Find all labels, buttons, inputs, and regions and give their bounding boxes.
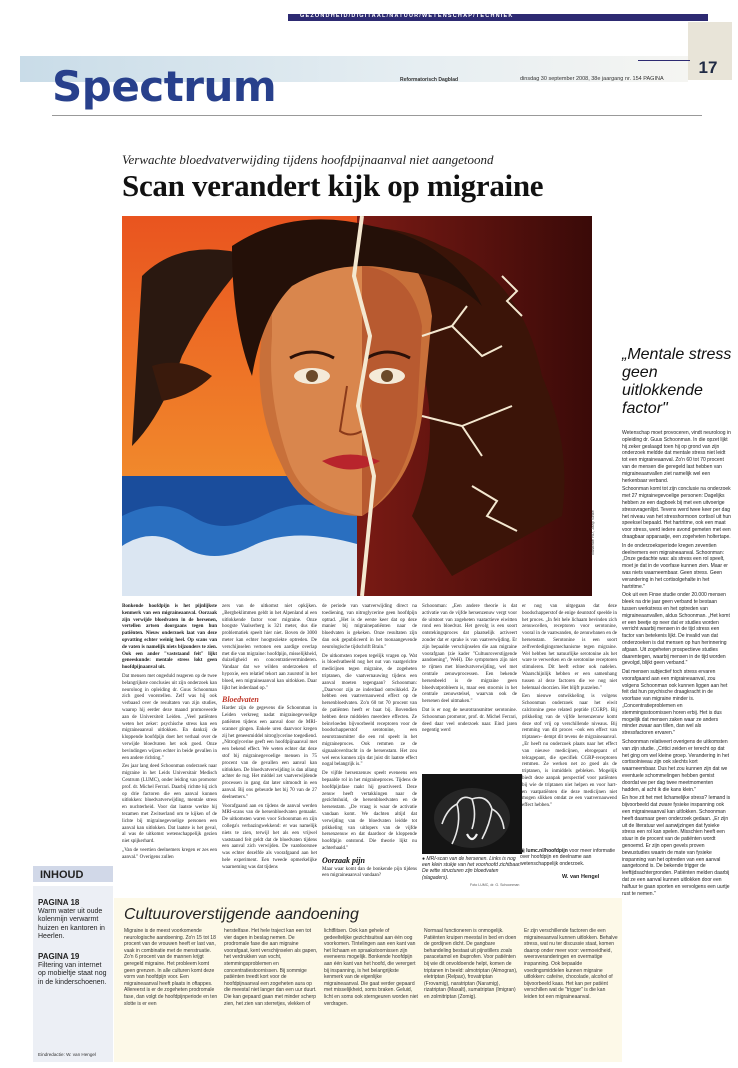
body-paragraph: Maar waar komt dan de bonkende pijn tijdens een migraineaanval vandaan?: [322, 866, 417, 879]
article-column-4: [422, 604, 517, 737]
body-paragraph: zers van de uitkomst niet opkijken. „Bergbeklimmen geldt in het Alpenland al een uitlokkende factor voor migraine. Onze hoogste Vaalserberg is 321 meter, dus die problematiek speelt hier niet. Boven de 3000 meter kan echter hoogteziekte optreden. De verschijnselen vertonen een aardige overlap met die van migraine: hoofdpijn, misselijkheid, duizeligheid en concentratieverminderen. Vandaar dat we wilden onderzoeken of hypoxie, een relatief tekort aan zuurstof in het bloed, een migraineaanval kan uitlokken. Daar lijkt het inderdaad op.": [222, 604, 317, 691]
body-paragraph: Dat mensen met ongeduld reageren op de twee belangrijkste conclusies uit zijn onderzoek kan neuroloog in opleiding dr. Guus Schoonman zich goed voorstellen. Zelf was hij ook verbaasd over de resultaten van zijn studies, waarop hij eerder deze maand promoveerde aan de Universiteit Leiden. „Veel patiënten weten het zeker: psychische stress kan een migraineaanval uitlokken. En dankzij de kloppende hoofdpijn doet het verhaal over de verwijde bloedvaten het ook goed. Onze bevindingen wijzen echter in beide gevallen in een andere richting.": [122, 673, 217, 761]
inhoud-editor: Eindredactie: W. van Hengel: [38, 1052, 96, 1057]
side-paragraph: In de onderzoeksperiode kregen zeventien deelnemers een migraineaanval. Schoonman: „Onze gedachte was: als stress een rol speelt, moet je dat in de voorfase kunnen zien. Maar er was niets waarneembaar. Geen stress. Geen verandering in het cortisolgehalte in het hartritme.": [622, 542, 728, 590]
side-paragraph: Schoonman relativeert overigens de uitkomsten van zijn studie. „Critici zeiden er terecht op dat het ging om wel kleine groep. Verandering in het cortisolniveau zijn ook slechts kort waarneembaar. Dus het zou kunnen zijn dat we eventuele schommelingen hebben gemist doordat we per dag twee meetmomenten hadden, al acht ik die kans klein.": [622, 739, 730, 793]
body-paragraph: „Van de veertien deelnemers kregen er zes een aanval." Overigens zullen: [122, 847, 217, 860]
side-paragraph: En hoe zit het met lichamelijke stress? Iemand is bijvoorbeeld dat zware fysieke inspanning ook een migraineaanval kan uitlokken. Schoonman heeft daarnaar geen onderzoek gedaan. „Er zijn uit de literatuur wel aanwijzingen dat fysieke stress een rol kan spelen. Misschien heeft een stuur in de procent van de patiënten wordt genoemd. Er zijn open gevels proven bewustudies waarin de mate van fysieke inspanning van het optreden van een aanval aangetoond is. De bekende trigger de leeftijdsachtergronden. Patiënten melden daarbij dat ze een aanval kunnen uitlokken door een halfuur te gaan sporten en vervolgens een uurtje rust te nemen.": [622, 795, 731, 897]
info-box-column: Migraine is de meest voorkomende neurologische aandoening. Zo'n 15 tot 18 procent van de vrouwen heeft er last van, vaak in combinatie met de menstruatie. Zo'n 6 procent van de mannen krijgt geregeld migraine. Het probleem komt geen grenzen. In alle culturen komt deze vorm van hoofdpijn voor. Een migraineaanval heeft plaats in oftappes. Allereerst is er de zogeheten prodromale fase, dan volgt de hoofdpijnperiode en ten slotte is er een: [124, 928, 218, 1007]
article-column-3: [322, 604, 417, 882]
info-box-column: Er zijn verschillende factoren die een migraineaanval kunnen uitlokken. Behalve stress, wat nu ter discussie staat, komen daarop onder meer voor: vermoeidheid, weersveranderingen en overmatige inspanning. Ook bepaalde voedingsmiddelen kunnen migraine uitlokken: cafeïne, chocolade, alcohol of bijvoorbeeld kaas. Het kan per patiënt verschillen wat de "trigger" is die kan leiden tot een migraineaanval.: [524, 928, 618, 1000]
body-paragraph: De vijfde hersenzenuw speelt eveneens een bepaalde rol in het migraineproces. Tijdens de hoofdpijnfase raakt hij geactiveerd. Deze zenuw heeft vertakkingen naar de gezichtshuid, de hersenbloedvaten en de hersenstam. „De vraag is waar de activatie vandaan komt. We dachten altijd dat verwijding van de bloedvaten leidde tot prikkeling van uitlopers van de vijfde hersenzenuw en dat daardoor de kloppende hoofdpijn ontstond. Die theorie lijkt nu achterhaald.": [322, 771, 417, 851]
link-description: voor meer informatie over hoofdpijn en deelname aan wetenschappelijk onderzoek.: [520, 848, 616, 867]
scan-caption-text: MRI-scan van de hersenen. Links is nog een klein stukje van het voorhoofd zichtbaar. De witte structuren zijn bloedvaten (slagaders).: [422, 856, 521, 881]
body-paragraph: Voorafgaand aan en tijdens de aanval werden MRI-scans van de hersenbloedvaten gemaakt. De uitkomsten waren voor Schoonman en zijn collega's verbazingwekkend: er was namelijk niets te zien, terwijl het als een vrijwel vaststaand feit geldt dat de bloedvaten tijdens een aanval zich verwijden. De vaatdoorsnee was echter dezelfde als voorafgaand aan het hele experiment. Een tweede opmerkelijke waarneming was dat tijdens: [222, 803, 317, 870]
article-kicker: Verwachte bloedvatverwijding tijdens hoofdpijnaanval niet aangetoond: [122, 152, 494, 167]
article-column-2: [222, 604, 317, 873]
inhoud-description: Filtering van internet op mobieltje staat nog in de kinderschoenen.: [38, 962, 107, 986]
article-lead: Bonkende hoofdpijn is het pijnlijkste kenmerk van een migraineaanval. Oorzaak zijn verwijde bloedvaten in de hersenen, vertellen artsen doorgaans tegen hun patiënten. Nieuw onderzoek laat van deze opvatting echter weinig heel. Op scans van de vaten is namelijk niets bijzonders te zien. Ook een ander "vaststaand feit" lijkt geneeskunde: mentale stress lokt geen hoofdpijnaanval uit.: [122, 604, 217, 671]
pull-quote: „Mentale stress geen uitlokkende factor": [622, 346, 732, 417]
more-info-link[interactable]: ▣ lumc.nl/hoofdpijn voor meer informatie over hoofdpijn en deelname aan wetenschappelijk onderzoek.: [520, 848, 616, 867]
masthead-rule: [52, 115, 702, 116]
side-paragraph: Dat mensen subjectief toch stress ervaren voorafgaand aan een migraineaanval, zou volgens Schoonman ook kunnen liggen aan het feit dat hun psychische draagkracht in de voorfase van migraine minder is. „Concentratieproblemen en stemmingsstoornissen horen erbij. Het is dus mogelijk dat mensen zaken waar ze anders minder zwaar aan tillen, dan wel als stressfactoren ervaren.": [622, 669, 728, 737]
article-column-5: [522, 604, 617, 812]
article-author: W. van Hengel: [562, 874, 600, 880]
body-paragraph: Harder zijn de gegevens die Schoonman in Leiden verkreeg nadat migrainegevoelige patiënten tijdens een aanval door de MRI-scanner gingen. Enkele uren daarvoor kregen zij het geneesmiddel nitroglycerine toegediend. „Nitroglycerine geeft een hoofdpijnaanval met een bekend effect. We weten echter dat deze stof bij migrainegevoelige mensen in 75 procent van de gevallen een aanval kan uitlokken. De bloedvatverwijding is dan allang achter de rug. Het middel zet vaatverwijdende processen in gang dat later uitmondt in een aanval. Bij ons gebeurde het bij 70 van de 27 deelnemers.": [222, 706, 317, 800]
inhoud-title: INHOUD: [40, 869, 84, 881]
paper-name: Reformatorisch Dagblad: [400, 77, 459, 83]
subhead-bloedvaten: Bloedvaten: [222, 695, 259, 705]
body-paragraph: Zes jaar lang deed Schoonman onderzoek naar migraine in het Leids Universitair Medisch Centrum (LUMC), onder leiding van promotor prof. dr. Michel Ferrari. Daarbij richtte hij zich op drie factoren die een aanval kunnen uitlokken: bloedvatverwijding, mentale stress en nuchterheid. Voor dat laatste werkte hij tezamen met Zwitserland om te kijken of de lichte bij migrainegevoelige personen een aanval kan uitlokken. Dat laatste is het geval, al was de uitkomst wetenschappelijk gezien niet spijkerhard.: [122, 764, 217, 845]
info-box-column: herstelfase. Het hele traject kan een tot vier dagen in beslag nemen. De prodromale fase die aan migraine voorafgaat, kent verschijnselen als gapen, het verdrukken van vocht, stemmingsproblemen en concentratiestoornissen. Bij sommige patiënten treedt kort voor de hoofdpijnaanval een zogeheten aura op die meestal niet langer dan een uur duurt. Die kan gepaard gaan met minder scherp zien, het zien van sterretjes, vlekken of: [224, 928, 318, 1007]
inhoud-page-ref[interactable]: PAGINA 18: [38, 898, 80, 907]
side-paragraph: Wetenschap moet provoceren, vindt neuroloog in opleiding dr. Guus Schoonman. In die opzet lijkt hij zeker geslaagd toen hij op grond van zijn onderzoek meldde dat mentale stress niet leidt tot een migraineaanval. Zo'n 60 tot 70 procent van de mensen die geregeld last hebben van migraineaanvallen ziet namelijk wel een herkenbaar verband.: [622, 430, 731, 484]
side-column: [622, 430, 732, 899]
body-paragraph: de periode van vaatverwijding direct na toediening, van nitroglycerine geen hoofdpijn optrad. „Het is de eerste keer dat op deze manier bij migrainepatiënten naar de bloedvaten is gekeken. Onze resultaten zijn dan ook gepubliceerd in het toonaangevende neurologische tijdschrift Brain.": [322, 604, 417, 650]
spectrum-logo: Spectrum: [52, 62, 277, 111]
side-paragraph: Ook uit een Finse studie onder 20.000 mensen bleek na drie jaar geen verband te bestaan tussen werkstress en het optreden van migraineaanvallen, aldus Schoonman. „Het komt er een beetje op neer dat er studies worden verricht waarbij mensen in de tijd stress een factor van betekenis lijkt. De invalid van dat onderzoeken is dat mensen op hun herinnering afgaan. Uit zogeheten prospectieve studies daarentegen, waarbij mensen in de tijd worden gevolgd, blijkt geen verband.": [622, 592, 730, 667]
issue-line: dinsdag 30 september 2008, 38e jaargang nr. 154 PAGINA: [520, 76, 664, 82]
info-box-column: lichtflitsen. Ook kan gehele of gedeeltelijke gezichtsuitval aan één oog voorkomen. Tintelingen aan een kant van het lichaam en spraakstoornissen zijn eveneens mogelijk. Bonkende hoofdpijn aan één kant van het hoofd, die verergert bij inspanning, is het belangrijkste kenmerk van de eigenlijke migraineaanval. Die gaat verder gepaard met misselijkheid, soms braken. Geluid, licht en soms ook sterngeuren worden niet verdragen.: [324, 928, 418, 1007]
migraine-illustration: [122, 216, 592, 596]
scan-caption: ● MRI-scan van de hersenen. Links is nog een klein stukje van het voorhoofd zichtbaar. De witte structuren zijn bloedvaten (slagaders).: [422, 856, 521, 881]
subhead-oorzaak: Oorzaak pijn: [322, 855, 365, 865]
body-paragraph: Dat is er nog de neurotransmitter serotonine. Schoonman promotor, prof. dr. Michel Ferrari, deed daar veel onderzoek naar. Eind jaren negentig werd: [422, 707, 517, 734]
mri-scan-image: [422, 774, 522, 854]
body-paragraph: Schoonman: „Een andere theorie is dat activatie van de vijfde hersenzenuw vergt voor de uitstoot van zogeheten vaatactieve eiwitten rond een bloedvat. Het gevolg is een soort ontstekingsproces dat plaatselijk activeert zonder dat er sprake is van vaatverwijding. Er zijn bepaalde verschijnselen die aan migraine voorafgaan (zie kader "Cultuuroverstijgende aandoening", WeH). Die symptomen zijn niet te rijmen met bloedvatverwijding, wel met centrale zenuwprocessen. Een bekende hersenbeeld is de migraine geen bloedvatprobleem is, maar een stoornis in het centrale zenuwstelsel, waarvan ook de hersenen deel uitmaken.": [422, 604, 517, 705]
link-url[interactable]: lumc.nl/hoofdpijn: [526, 848, 568, 854]
body-paragraph: er nog van uitgegaan dat deze boodschapperstof de enige deuntstof speelde in het proces. „In feit hele lichaam bevinden zich zenuwcellen, receptoren voor serotonine, vooral in de vaatwanden, de zenuwbanen en de hersenstam. Serotonine is een soort zelfverdedigingsmechanisme tegen migraine. Wel hebben het natuurlijke serotonine als het ware te verwerken en de serotonine receptoren stimuleren. Dit heeft echter ook nadelen. Waarschijnlijk hebben er een samenhang tussen al deze factoren die we nog niet helemaal doorzien. Het blijft puzzelen.": [522, 604, 617, 691]
inhoud-page-ref[interactable]: PAGINA 19: [38, 952, 80, 961]
section-strip: GEZONDHEID/DIGITAAL/NATUUR/WETENSCHAP/TECHNIEK: [300, 13, 514, 19]
info-box-title: Cultuuroverstijgende aandoening: [124, 906, 359, 923]
body-paragraph: De uitkomsten roepen tegelijk vragen op. Wat is bloedvatbeeld nog het nut van vaatgerichte medicijnen tegen migraine, de zogeheten triptanen, die vaatvernauwing tijdens een aanval moeten tegengaan? Schoonman: „Daarvoor zijn ze inderdaad ontwikkeld. Ze hebben een vaatvernauwend effect op de hersenbloedvaten. Zo'n 60 tot 70 procent van de patiënten heeft er baat bij. Bovendien hebben deze middelen meerdere effecten. Ze beïnvloeden bijvoorbeeld receptoren voor de boodschapperstof serotonine, een neurotransmitter die een rol speelt in het migraineproces. Ook remmen ze de signaaloverdracht in de hersenstam. Het zou wel eens kunnen zijn dat juist dit laatste effect nogal belangrijk is.": [322, 653, 417, 768]
info-box-column: Normaal functioneren is onmogelijk. Patiënten kruipen meestal in bed en doen de gordijnen dicht. De gangbare behandeling bestaat uit pijnstillers zoals paracetamol en ibuprofen. Voor patiënten bij wie dit onvoldoende helpt, komen de triptanen in beeld: almotriptan (Almogran), eletriptan (Relpax), frovatriptan (Frovamig), naratriptan (Naramig), rizatriptan (Maxalt), sumatriptan (Imigran) en zolmitriptan (Zomig).: [424, 928, 518, 1000]
illustration-credit: Illustratie RD, Jaap Sinke: [590, 510, 595, 555]
article-column-1: [122, 604, 217, 863]
body-paragraph: Een nieuwe ontwikkeling is volgens Schoonman onderzoek naar het eiwit calcitonine gene related peptide (CGRP). Bij prikkeling van de vijfde hersenzenuw komt deze stof vrij op verschillende niveaus. Bij remming van dit proces –ook een effect van triptanen– dempt dit tevens de migraineaanval. „Er heeft nu onderzoek plaats naar het effect van nieuwe medicijnen, ebrogepant of telcagepant, die specifiek CGRP-receptoren remmen. Ze werken net zo goed als de triptanen, is inmiddels gebleken. Mogelijk biedt deze aanpak perspectief voor patiënten bij wie de triptanen niet helpen en voor hart- en vaatpatiënten die deze medicijnen niet mogen slikken omdat ze een vaatvernauwend effect hebben.": [522, 694, 617, 809]
page-number-rule: [638, 60, 690, 61]
page-number: 17: [698, 58, 718, 77]
scan-credit: Foto LUMC, dr. G. Schoonman: [470, 883, 520, 887]
side-paragraph: Schoonman komt tot zijn conclusie na onderzoek met 27 migrainegevoelige personen: Dagelijks hebben ze een dagboek bij met een uitvoerige stressvragenlijst. Tevens werd twee keer per dag het niveau van het stresshormoon cortisol uit hun speeksel bepaald. Het hartritme, ook een maat voor stress, werd iedere avond gemeten met een draagbaar apparaatje, een zogeheten holtertape.: [622, 486, 731, 540]
article-headline: Scan verandert kijk op migraine: [122, 168, 544, 203]
inhoud-description: Warm water uit oude kolenmijn verwarmt huizen en kantoren in Heerlen.: [38, 908, 105, 941]
